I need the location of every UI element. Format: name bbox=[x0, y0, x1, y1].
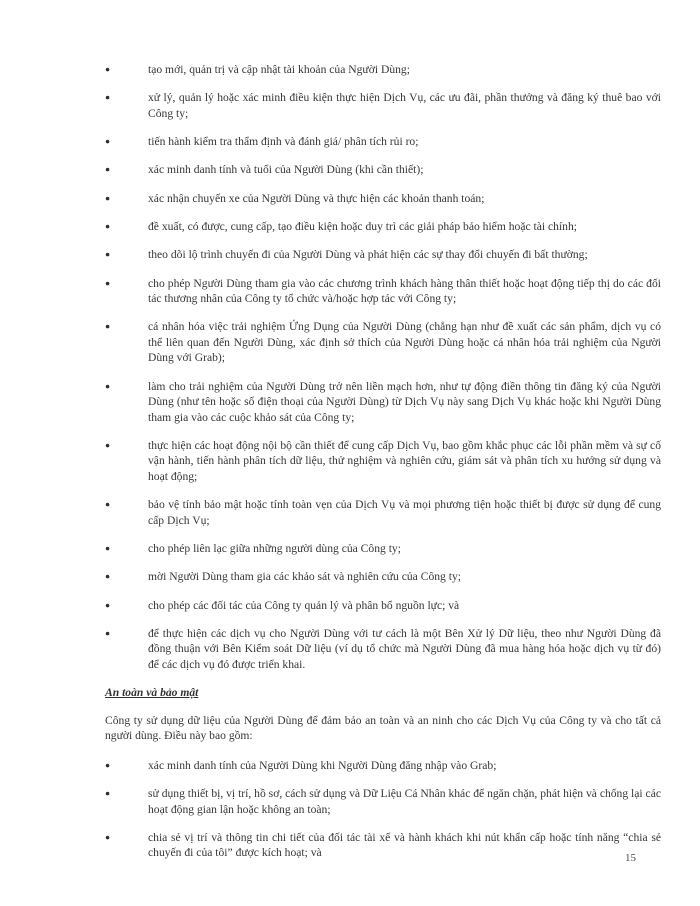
list-item-text: xác nhận chuyến xe của Người Dùng và thực hiện các khoản thanh toán; bbox=[148, 191, 485, 205]
list-item-text: sử dụng thiết bị, vị trí, hồ sơ, cách sử dụng và Dữ Liệu Cá Nhân khác để ngăn chặn, phát hiện và chống lại các hoạt động gian lận hoặc không an toàn; bbox=[148, 787, 661, 816]
bullet-icon: ● bbox=[105, 599, 111, 610]
list-item bbox=[105, 247, 661, 263]
list-item-text: xử lý, quản lý hoặc xác minh điều kiện thực hiện Dịch Vụ, các ưu đãi, phần thưởng và đăng ký thuê bao với Công ty; bbox=[148, 91, 661, 120]
bullet-icon: ● bbox=[105, 571, 111, 582]
bullet-icon: ● bbox=[105, 277, 111, 288]
bullet-icon: ● bbox=[105, 627, 111, 638]
bullet-list-purposes bbox=[105, 62, 661, 672]
list-item bbox=[105, 90, 661, 121]
bullet-icon: ● bbox=[105, 136, 111, 147]
list-item-text: cá nhân hóa việc trải nghiệm Ứng Dụng của Người Dùng (chẳng hạn như đề xuất các sản phẩm, dịch vụ có thể liên quan đến Người Dùng, xác định sở thích của Người Dùng hoặc cá nhân hóa trải nghiệm của Người Dùng với Grab); bbox=[148, 320, 661, 365]
section-heading-safety: An toàn và bảo mật bbox=[105, 686, 199, 700]
page-content bbox=[105, 62, 661, 874]
list-item-text: để thực hiện các dịch vụ cho Người Dùng với tư cách là một Bên Xử lý Dữ liệu, theo như Người Dùng đã đồng thuận với Bên Kiểm soát Dữ liệu (ví dụ tổ chức mà Người Dùng đã mua hàng hóa hoặc dịch vụ từ đó) để các dịch vụ đó được triển khai. bbox=[148, 626, 661, 671]
bullet-icon: ● bbox=[105, 192, 111, 203]
list-item-text: cho phép liên lạc giữa những người dùng của Công ty; bbox=[148, 542, 401, 556]
list-item-text: bảo vệ tính bảo mật hoặc tính toàn vẹn của Dịch Vụ và mọi phương tiện hoặc thiết bị được sử dụng để cung cấp Dịch Vụ; bbox=[148, 498, 661, 527]
bullet-icon: ● bbox=[105, 831, 111, 842]
bullet-icon: ● bbox=[105, 321, 111, 332]
bullet-icon: ● bbox=[105, 499, 111, 510]
list-item-text: tạo mới, quản trị và cập nhật tài khoản của Người Dùng; bbox=[148, 63, 410, 76]
list-item-text: theo dõi lộ trình chuyến đi của Người Dùng và phát hiện các sự thay đổi chuyến đi bất thường; bbox=[148, 248, 588, 262]
page-number: 15 bbox=[625, 852, 636, 864]
bullet-icon: ● bbox=[105, 220, 111, 231]
list-item-text: thực hiện các hoạt động nội bộ cần thiết để cung cấp Dịch Vụ, bao gồm khắc phục các lỗi phần mềm và sự cố vận hành, tiến hành phân tích dữ liệu, thử nghiệm và nghiên cứu, giám sát và phân tích xu hướng sử dụng và hoạt động; bbox=[148, 438, 661, 483]
bullet-icon: ● bbox=[105, 249, 111, 260]
list-item bbox=[105, 497, 661, 528]
bullet-list-safety bbox=[105, 758, 661, 861]
list-item bbox=[105, 276, 661, 307]
list-item bbox=[105, 438, 661, 485]
list-item bbox=[105, 62, 661, 78]
list-item bbox=[105, 541, 661, 557]
list-item-text: xác minh danh tính và tuổi của Người Dùng (khi cần thiết); bbox=[148, 163, 424, 177]
list-item bbox=[105, 830, 661, 861]
list-item bbox=[105, 219, 661, 235]
list-item-text: xác minh danh tính của Người Dùng khi Người Dùng đăng nhập vào Grab; bbox=[148, 758, 497, 772]
bullet-icon: ● bbox=[105, 92, 111, 103]
list-item bbox=[105, 626, 661, 673]
list-item-text: mời Người Dùng tham gia các khảo sát và nghiên cứu của Công ty; bbox=[148, 570, 461, 584]
list-item-text: làm cho trải nghiệm của Người Dùng trở nên liền mạch hơn, như tự động điền thông tin đăng ký của Người Dùng (như tên hoặc số điện thoại của Người Dùng) từ Dịch Vụ này sang Dịch Vụ khác hoặc khi Người Dùng tham gia vào các cuộc khảo sát của Công ty; bbox=[148, 379, 661, 424]
bullet-icon: ● bbox=[105, 64, 111, 74]
list-item bbox=[105, 569, 661, 585]
bullet-icon: ● bbox=[105, 164, 111, 175]
list-item bbox=[105, 379, 661, 426]
list-item bbox=[105, 598, 661, 614]
list-item-text: tiến hành kiểm tra thẩm định và đánh giá/ phân tích rủi ro; bbox=[148, 135, 419, 149]
list-item bbox=[105, 134, 661, 150]
list-item-text: cho phép các đối tác của Công ty quản lý và phân bổ nguồn lực; và bbox=[148, 598, 460, 612]
list-item bbox=[105, 786, 661, 817]
bullet-icon: ● bbox=[105, 759, 111, 770]
bullet-icon: ● bbox=[105, 439, 111, 450]
list-item-text: đề xuất, có được, cung cấp, tạo điều kiện hoặc duy trì các giải pháp bảo hiểm hoặc tài chính; bbox=[148, 219, 577, 233]
list-item bbox=[105, 319, 661, 366]
list-item-text: cho phép Người Dùng tham gia vào các chương trình khách hàng thân thiết hoặc hoạt động tiếp thị do các đối tác thương nhân của Công ty tổ chức và/hoặc hợp tác với Công ty; bbox=[148, 276, 661, 306]
list-item bbox=[105, 758, 661, 774]
list-item-text: chia sẻ vị trí và thông tin chi tiết của đối tác tài xế và hành khách khi nút khẩn cấp hoặc tính năng “chia sẻ chuyến đi của tôi” được kích hoạt; và bbox=[148, 830, 661, 860]
bullet-icon: ● bbox=[105, 380, 111, 391]
list-item bbox=[105, 162, 661, 178]
list-item bbox=[105, 191, 661, 207]
bullet-icon: ● bbox=[105, 788, 111, 799]
bullet-icon: ● bbox=[105, 543, 111, 554]
section-intro-text: Công ty sử dụng dữ liệu của Người Dùng để đảm bảo an toàn và an ninh cho các Dịch Vụ của Công ty và cho tất cả người dùng. Điều này bao gồm: bbox=[105, 713, 661, 743]
